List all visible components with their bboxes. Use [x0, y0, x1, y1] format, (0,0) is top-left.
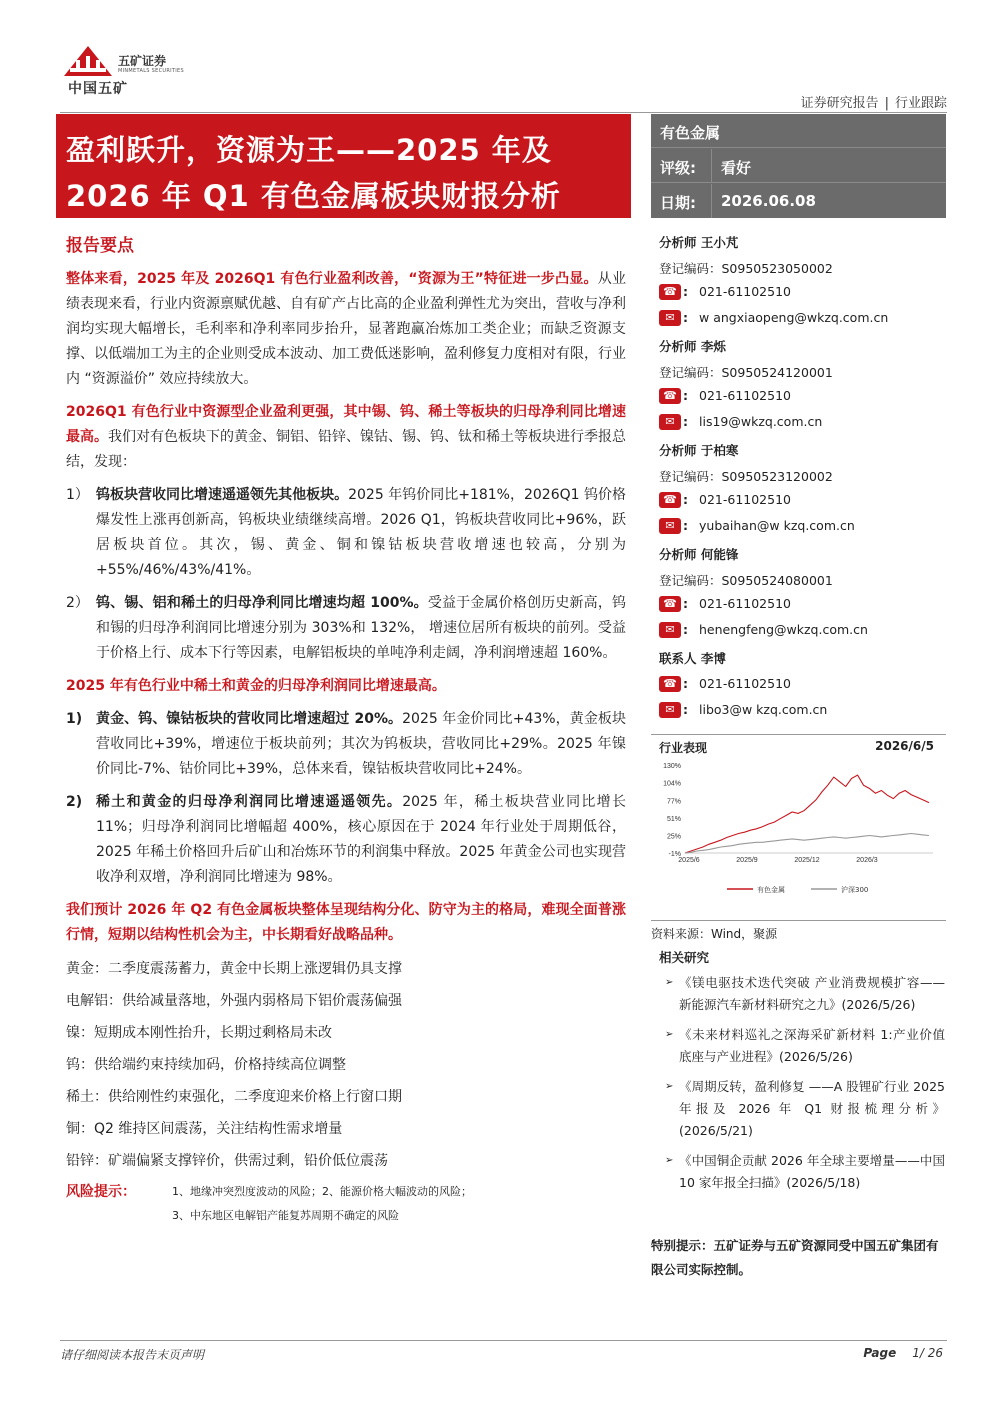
risk-text-2: 3、中东地区电解铝产能复苏周期不确定的风险	[172, 1209, 399, 1222]
report-title-line1: 盈利跃升，资源为王——2025 年及	[66, 133, 552, 167]
outlook-item: 电解铝：供给减量落地，外强内弱格局下铝价震荡偏强	[66, 993, 402, 1009]
phone-icon: ☎	[659, 492, 681, 508]
related-research-heading: 相关研究	[659, 950, 710, 965]
contact-card: 联系人 李博 ☎ : 021-61102510 ✉ : libo3@w kzq.com.cn	[659, 651, 828, 717]
date-value: 2026.06.08	[721, 192, 816, 210]
report-type: 证券研究报告	[800, 96, 879, 111]
risk-warning	[66, 1180, 626, 1204]
arrow-icon: ➢	[665, 1155, 674, 1166]
outlook-item: 黄金：二季度震荡蓄力，黄金中长期上涨逻辑仍具支撑	[66, 961, 402, 977]
company-logo	[60, 40, 210, 100]
summary-paragraph-4: 我们预计 2026 年 Q2 有色金属板块整体呈现结构分化、防守为主的格局，难现全面普涨行情，短期以结构性机会为主，中长期看好战略品种。	[66, 902, 626, 943]
industry-performance-chart	[651, 734, 946, 914]
list-item: 1） 钨板块营收同比增速遥遥领先其他板块。2025 年钨价同比+181%，2026Q1 钨价格爆发性上涨再创新高，钨板块业绩继续高增。2026 Q1，钨板块营收同比+96%，跃居板块首位。其次，锡、黄金、铜和镍钴板块营收增速也较高，分别为+55%/46%/43%/41%。	[66, 487, 627, 578]
legend-label: 沪深300	[841, 886, 869, 894]
related-research-item[interactable]: ➢ 《未来材料巡礼之深海采矿新材料 1:产业价值底座与产业进程》(2026/5/26)	[665, 1024, 945, 1068]
chart-source: 资料来源：Wind，聚源	[651, 920, 946, 942]
risk-label: 风险提示：	[66, 1184, 136, 1200]
related-research-list	[665, 972, 945, 1202]
analyst-reg: 登记编码：S0950524080001	[659, 573, 833, 588]
phone-icon: ☎	[659, 388, 681, 404]
series-line-nonferrous	[685, 775, 929, 853]
y-tick-label: -1%	[668, 851, 681, 858]
sector-name: 有色金属	[660, 124, 721, 142]
arrow-icon: ➢	[665, 977, 674, 988]
report-subtype: 行业跟踪	[894, 96, 947, 111]
email-icon: ✉	[659, 310, 681, 326]
analyst-reg: 登记编码：S0950524120001	[659, 365, 833, 380]
footer-divider	[60, 1340, 947, 1341]
arrow-icon: ➢	[665, 1081, 674, 1092]
analyst-reg: 登记编码：S0950523050002	[659, 261, 833, 276]
email-icon: ✉	[659, 702, 681, 718]
email-icon: ✉	[659, 622, 681, 638]
summary-paragraph-2: 2026Q1 有色行业中资源型企业盈利更强，其中锡、钨、稀土等板块的归母净利同比增速最高。我们对有色板块下的黄金、铜铝、铅锌、镍钴、锡、钨、钛和稀土等板块进行季报总结，发现：	[66, 404, 626, 470]
email-icon: ✉	[659, 518, 681, 534]
analyst-card: 分析师 李烁 登记编码：S0950524120001 ☎ : 021-61102510 ✉ : lis19@wkzq.com.cn	[659, 339, 833, 429]
summary-paragraph-1: 整体来看，2025 年及 2026Q1 有色行业盈利改善，“资源为王”特征进一步凸显。从业绩表现来看，行业内资源禀赋优越、自有矿产占比高的企业盈利弹性尤为突出，营收与净利润均实现大幅增长，毛利率和净利率同步抬升，显著跑赢冶炼加工类企业；而缺乏资源支撑、以低端加工为主的企业则受成本波动、加工费低迷影响，盈利修复力度相对有限，行业内 “资源溢价” 效应持续放大。	[66, 271, 626, 387]
logo-emblem-icon	[60, 40, 116, 80]
rating-box	[651, 114, 946, 218]
logo-text-cn: 中国五矿	[68, 81, 128, 97]
x-tick-label: 2026/3	[856, 857, 878, 864]
summary-heading: 报告要点	[66, 236, 134, 256]
sector-row	[651, 114, 946, 148]
report-summary	[66, 234, 626, 1228]
analyst-name: 分析师 何能锋	[659, 547, 739, 562]
email-icon: ✉	[659, 414, 681, 430]
header-divider	[60, 112, 947, 113]
series-line-csi300	[685, 834, 929, 854]
y-tick-label: 51%	[666, 816, 681, 824]
summary-paragraph-3: 2025 年有色行业中稀土和黄金的归母净利润同比增速最高。	[66, 678, 446, 694]
phone-icon: ☎	[659, 284, 681, 300]
analyst-name: 分析师 于柏寒	[659, 443, 739, 458]
logo-brand-cn: 五矿证券	[118, 54, 167, 68]
date-label: 日期:	[660, 194, 696, 212]
special-notice: 特别提示：五矿证券与五矿资源同受中国五矿集团有限公司实际控制。	[651, 1238, 939, 1277]
outlook-item: 铜：Q2 维持区间震荡，关注结构性需求增量	[66, 1121, 343, 1137]
chart-title: 行业表现	[659, 741, 708, 755]
outlook-item: 镍：短期成本刚性抬升，长期过剩格局未改	[66, 1025, 332, 1041]
footer-disclaimer: 请仔细阅读本报告末页声明	[60, 1348, 205, 1362]
risk-text-1: 1、地缘冲突烈度波动的风险；2、能源价格大幅波动的风险；	[172, 1185, 472, 1198]
analyst-sidebar	[651, 228, 946, 724]
analyst-name: 分析师 王小芃	[659, 235, 739, 250]
legend-label: 有色金属	[757, 886, 785, 894]
y-tick-label: 130%	[663, 763, 681, 770]
x-tick-label: 2025/12	[794, 857, 820, 864]
y-tick-label: 77%	[666, 798, 681, 806]
logo-brand-en: MINMETALS SECURITIES	[118, 68, 184, 74]
report-title-line2: 2026 年 Q1 有色金属板块财报分析	[66, 179, 561, 213]
list-item: 2) 稀土和黄金的归母净利润同比增速遥遥领先。2025 年，稀土板块营业同比增长 11%；归母净利润同比增幅超 400%，核心原因在于 2024 年行业处于周期低谷，2025 年稀土价格回升后矿山和冶炼环节的利润集中释放。2025 年黄金公司也实现营收净利双增，净利润同比增速为 98%。	[66, 794, 626, 885]
analyst-card: 分析师 于柏寒 登记编码：S0950523120002 ☎ : 021-61102510 ✉ : yubaihan@w kzq.com.cn	[659, 443, 855, 533]
outlook-item: 铅锌：矿端偏紧支撑锌价，供需过剩，铅价低位震荡	[66, 1153, 388, 1169]
related-research-item[interactable]: ➢ 《周期反转，盈利修复 ——A 股锂矿行业 2025 年报及 2026 年 Q1 财报梳理分析》(2026/5/21)	[665, 1076, 945, 1142]
x-tick-label: 2025/6	[678, 857, 700, 864]
report-category: 证券研究报告 | 行业跟踪	[800, 96, 947, 111]
performance-line-chart	[651, 757, 946, 907]
related-research-item[interactable]: ➢ 《中国铜企贡献 2026 年全球主要增量——中国 10 家年报全扫描》(2026/5/18)	[665, 1150, 945, 1194]
date-row	[651, 184, 946, 218]
outlook-item: 稀土：供给刚性约束强化，二季度迎来价格上行窗口期	[66, 1089, 402, 1105]
risk-warning-2	[66, 1204, 626, 1228]
arrow-icon: ➢	[665, 1029, 674, 1040]
list-item: 1) 黄金、钨、镍钴板块的营收同比增速超过 20%。2025 年金价同比+43%，黄金板块营收同比+39%，增速位于板块前列；其次为钨板块，营收同比+29%。2025 年镍价同比-7%、钴价同比+39%，总体来看，镍钴板块营收同比+24%。	[66, 711, 626, 777]
analyst-name: 分析师 李烁	[659, 339, 726, 354]
list-item: 2） 钨、锡、铝和稀土的归母净利同比增速均超 100%。受益于金属价格创历史新高，钨和锡的归母净利润同比增速分别为 303%和 132%， 增速位居所有板块的前列。受益于价格上行、成本下行等因素，电解铝板块的单吨净利走阔，净利润增速超 160%。	[66, 595, 627, 661]
y-tick-label: 104%	[663, 780, 681, 788]
contact-name: 联系人 李博	[659, 651, 726, 666]
x-tick-label: 2025/9	[736, 857, 758, 864]
phone-icon: ☎	[659, 676, 681, 692]
outlook-item: 钨：供给端约束持续加码，价格持续高位调整	[66, 1057, 346, 1073]
analyst-reg: 登记编码：S0950523120002	[659, 469, 833, 484]
related-research-item[interactable]: ➢ 《镁电驱技术迭代突破 产业消费规模扩容——新能源汽车新材料研究之九》(2026/5/26)	[665, 972, 945, 1016]
analyst-card: 分析师 王小芃 登记编码：S0950523050002 ☎ : 021-61102510 ✉ : w angxiaopeng@wkzq.com.cn	[659, 235, 889, 325]
rating-value: 看好	[721, 159, 752, 177]
phone-icon: ☎	[659, 596, 681, 612]
chart-date: 2026/6/5	[875, 739, 934, 753]
page-number: Page 1/ 26	[863, 1346, 943, 1360]
y-tick-label: 25%	[666, 833, 681, 841]
report-title-banner	[56, 114, 631, 218]
rating-label: 评级:	[660, 159, 696, 177]
analyst-card: 分析师 何能锋 登记编码：S0950524080001 ☎ : 021-61102510 ✉ : henengfeng@wkzq.com.cn	[659, 547, 868, 637]
rating-row	[651, 149, 946, 183]
